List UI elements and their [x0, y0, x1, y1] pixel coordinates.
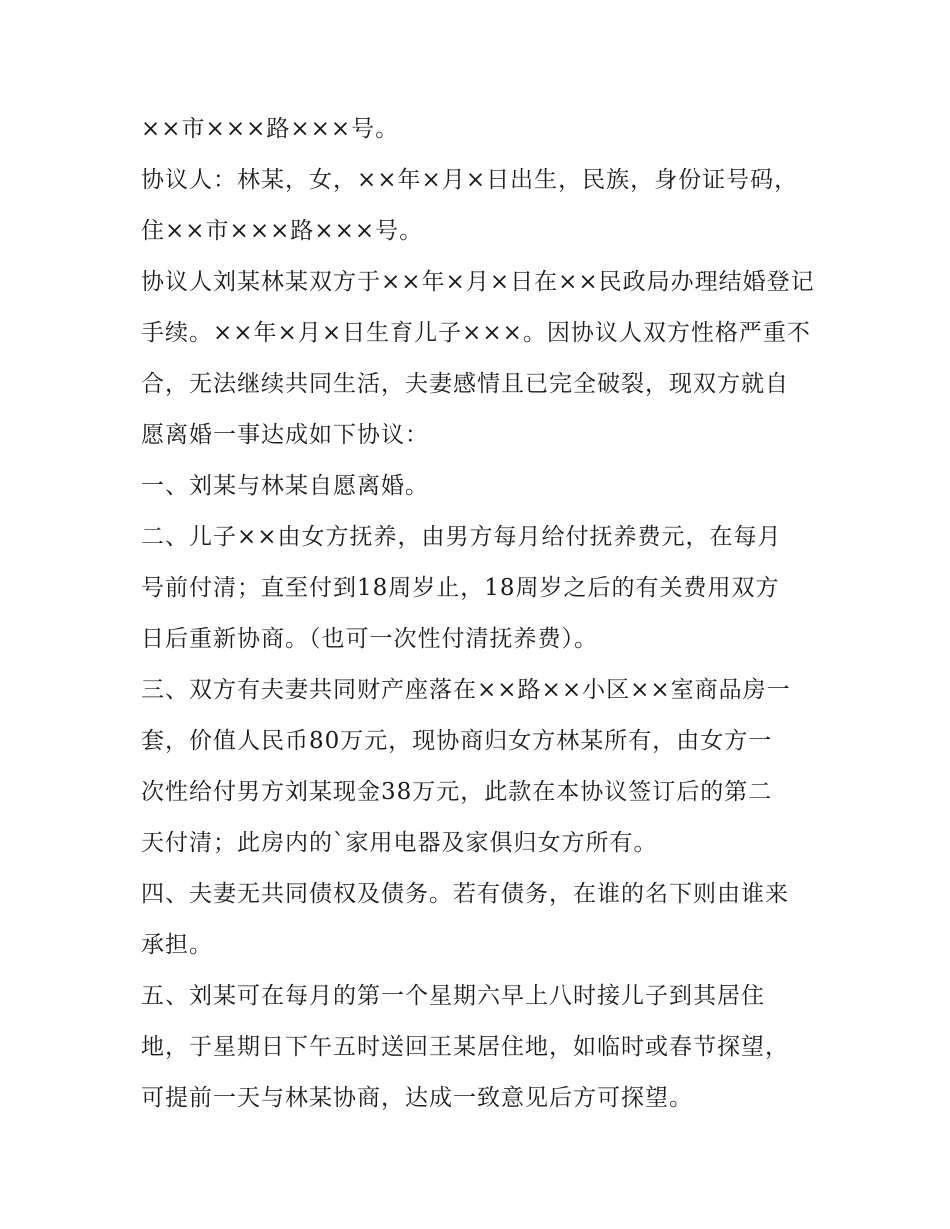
text-line: 愿离婚一事达成如下协议： — [141, 422, 429, 448]
text-line: ××市×××路×××号。 — [141, 116, 400, 142]
text-line: 手续。××年×月×日生育儿子×××。因协议人双方性格严重不 — [141, 320, 811, 346]
text-line: 天付清；此房内的`家用电器及家俱归女方所有。 — [141, 830, 658, 856]
text-line: 次性给付男方刘某现金38万元，此款在本协议签订后的第二 — [141, 779, 773, 805]
text-line: 住××市×××路×××号。 — [141, 218, 424, 244]
text-line: 地，于星期日下午五时送回王某居住地，如临时或春节探望， — [141, 1034, 789, 1060]
text-line: 合，无法继续共同生活，夫妻感情且已完全破裂，现双方就自 — [141, 371, 789, 397]
text-line: 四、夫妻无共同债权及债务。若有债务，在谁的名下则由谁来 — [141, 881, 789, 907]
text-line: 套，价值人民币80万元，现协商归女方林某所有，由女方一 — [141, 728, 773, 754]
text-line: 承担。 — [141, 932, 213, 958]
text-line: 三、双方有夫妻共同财产座落在××路××小区××室商品房一 — [141, 677, 791, 703]
text-line: 可提前一天与林某协商，达成一致意见后方可探望。 — [141, 1085, 693, 1111]
agreement-body — [141, 104, 841, 1124]
text-line: 协议人：林某，女，××年×月×日出生，民族，身份证号码， — [141, 167, 799, 193]
text-line: 一、刘某与林某自愿离婚。 — [141, 473, 429, 499]
text-line: 二、儿子××由女方抚养，由男方每月给付抚养费元，在每月 — [141, 524, 782, 550]
text-line: 五、刘某可在每月的第一个星期六早上八时接儿子到其居住 — [141, 983, 765, 1009]
text-line: 号前付清；直至付到18周岁止，18周岁之后的有关费用双方 — [141, 575, 780, 601]
text-line: 日后重新协商。（也可一次性付清抚养费）。 — [141, 626, 598, 652]
text-line: 协议人刘某林某双方于××年×月×日在××民政局办理结婚登记 — [141, 269, 815, 295]
